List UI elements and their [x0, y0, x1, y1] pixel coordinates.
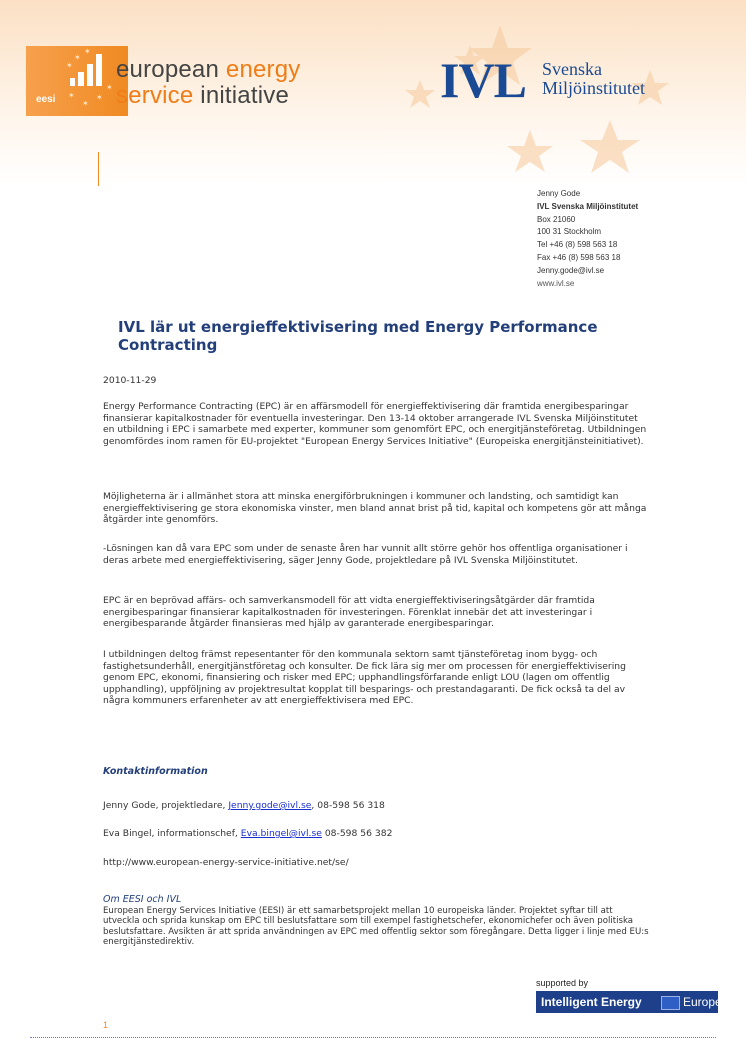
contact-tel: Tel +46 (8) 598 563 18 [537, 240, 618, 250]
svg-text:✶: ✶ [66, 61, 73, 70]
project-url[interactable]: http://www.european-energy-service-initiative.net/se/ [103, 857, 349, 868]
contact-city: 100 31 Stockholm [537, 227, 602, 237]
intelligent-energy-bar [536, 991, 722, 1013]
intelligent-energy-logo [536, 978, 722, 1018]
contact-web[interactable]: www.ivl.se [537, 278, 575, 288]
jenny-email-link[interactable]: Jenny.gode@ivl.se [228, 800, 312, 811]
contact-eva-text: Eva Bingel, informationschef, [103, 828, 241, 839]
ie-left-text: Intelligent Energy [541, 995, 642, 1009]
about-text: European Energy Services Initiative (EESI) är ett samarbetsprojekt mellan 10 europeiska länder. Projektet syftar till att utveckla och sprida kunskap om EPC till beslutsfattare som till exempel fastighetschefer, ekonomichefer och även politiska beslutsfattare. Avsikten är att sprida användningen av EPC med offentlig sektor som föregångare. Detta ligger i linje med EU:s energitjänstedirektiv. [103, 906, 649, 948]
contact-block [537, 188, 638, 290]
paragraph-3: -Lösningen kan då vara EPC som under de senaste åren har vunnit allt större gehör hos offentliga organisationer i deras arbete med energieffektivisering, säger Jenny Gode, projektledare på IVL Svenska Miljöinstitutet. [103, 543, 628, 566]
about-heading: Om EESI och IVL [103, 894, 182, 905]
svg-text:✶: ✶ [106, 83, 113, 92]
page-number: 1 [103, 1020, 109, 1030]
header-band [0, 0, 746, 185]
paragraph-2: Möjligheterna är i allmänhet stora att minska energiförbrukningen i kommuner och landsting, och samtidigt kan energieffektivisering ge stora ekonomiska vinster, men bland annat brist på tid, kapital och kompetens gör att många åtgärder inte genomförs. [103, 491, 647, 525]
eesi-word-european: european [116, 56, 226, 83]
footer-divider [30, 1037, 716, 1038]
svg-text:✶: ✶ [82, 99, 89, 108]
contact-line-eva [103, 828, 651, 840]
paragraph-5: I utbildningen deltog främst repesentanter för den kommunala sektorn samt tjänsteföretag inom bygg- och fastighetsunderhåll, energitjänstföretag och konsulter. De fick lära sig mer om processen för energieffektivisering genom EPC, ekonomi, finansiering och risker med EPC; upphandlingsförfarande enligt LOU (lagen om offentlig upphandling), uppföljning av projektresultat kopplat till besparings- och prestandagaranti. De fick också ta del av några kommuners erfarenheter av att energieffektivisera med EPC. [103, 649, 626, 706]
eesi-word-initiative: initiative [193, 82, 289, 109]
svg-text:✶: ✶ [74, 53, 81, 62]
ivl-logo [440, 52, 680, 108]
eesi-line2 [116, 82, 289, 110]
article-date: 2010-11-29 [103, 375, 157, 386]
eesi-word-energy: energy [225, 56, 301, 83]
contact-org: IVL Svenska Miljöinstitutet [537, 201, 639, 211]
ivl-name-line1: Svenska [542, 59, 602, 79]
contact-eva-phone: 08-598 56 382 [321, 828, 393, 839]
eesi-logo [26, 46, 356, 116]
svg-text:✶: ✶ [68, 91, 75, 100]
contact-email[interactable]: Jenny.gode@ivl.se [537, 265, 605, 275]
orange-divider [98, 152, 99, 186]
contacts-heading: Kontaktinformation [103, 766, 208, 777]
paragraph-4: EPC är en beprövad affärs- och samverkansmodell för att vidta energieffektiviseringsåtgärder där framtida energibesparingar finansierar kapitalkostnaden för investeringen. Förenklat innebär det att investeringar i energibesparande åtgärder finansieras med hjälp av garanterade energibesparingar. [103, 595, 595, 629]
eesi-bars-icon [26, 46, 128, 116]
svg-text:✶: ✶ [96, 93, 103, 102]
contact-fax: Fax +46 (8) 598 563 18 [537, 252, 621, 262]
ie-right-text: Europe [683, 995, 722, 1009]
eesi-logo-mark [26, 46, 128, 116]
contact-jenny-text: Jenny Gode, projektledare, [103, 800, 229, 811]
paragraph-1: Energy Performance Contracting (EPC) är en affärsmodell för energieffektivisering där framtida energibesparingar finansierar kapitalkostnader för eventuella investeringar. Den 13-14 oktober arrangerade IVL Svenska Miljöinstitutet en utbildning i EPC i samarbete med experter, kommuner som genomfört EPC, och energitjänsteföretag. Utbildningen genomfördes inom ramen för EU-projektet "European Energy Services Initiative" (Europeiska energitjänsteinitiativet). [103, 401, 647, 447]
ivl-logo-mark: IVL [440, 52, 526, 108]
contact-jenny-phone: , 08-598 56 318 [311, 800, 385, 811]
svg-text:✶: ✶ [84, 47, 91, 56]
eesi-tag: eesi [36, 94, 56, 105]
eva-email-link[interactable]: Eva.bingel@ivl.se [240, 828, 322, 839]
article-title: IVL lär ut energieffektivisering med Energy Performance Contracting [118, 318, 598, 354]
eesi-word-service: service [116, 82, 194, 109]
contact-box: Box 21060 [537, 214, 576, 224]
ivl-name-line2: Miljöinstitutet [542, 78, 646, 98]
contact-line-jenny [103, 800, 651, 812]
eu-flag-icon [661, 996, 680, 1010]
contact-name: Jenny Gode [537, 189, 581, 198]
eesi-line1 [116, 56, 301, 84]
supported-by-label: supported by [536, 978, 589, 988]
